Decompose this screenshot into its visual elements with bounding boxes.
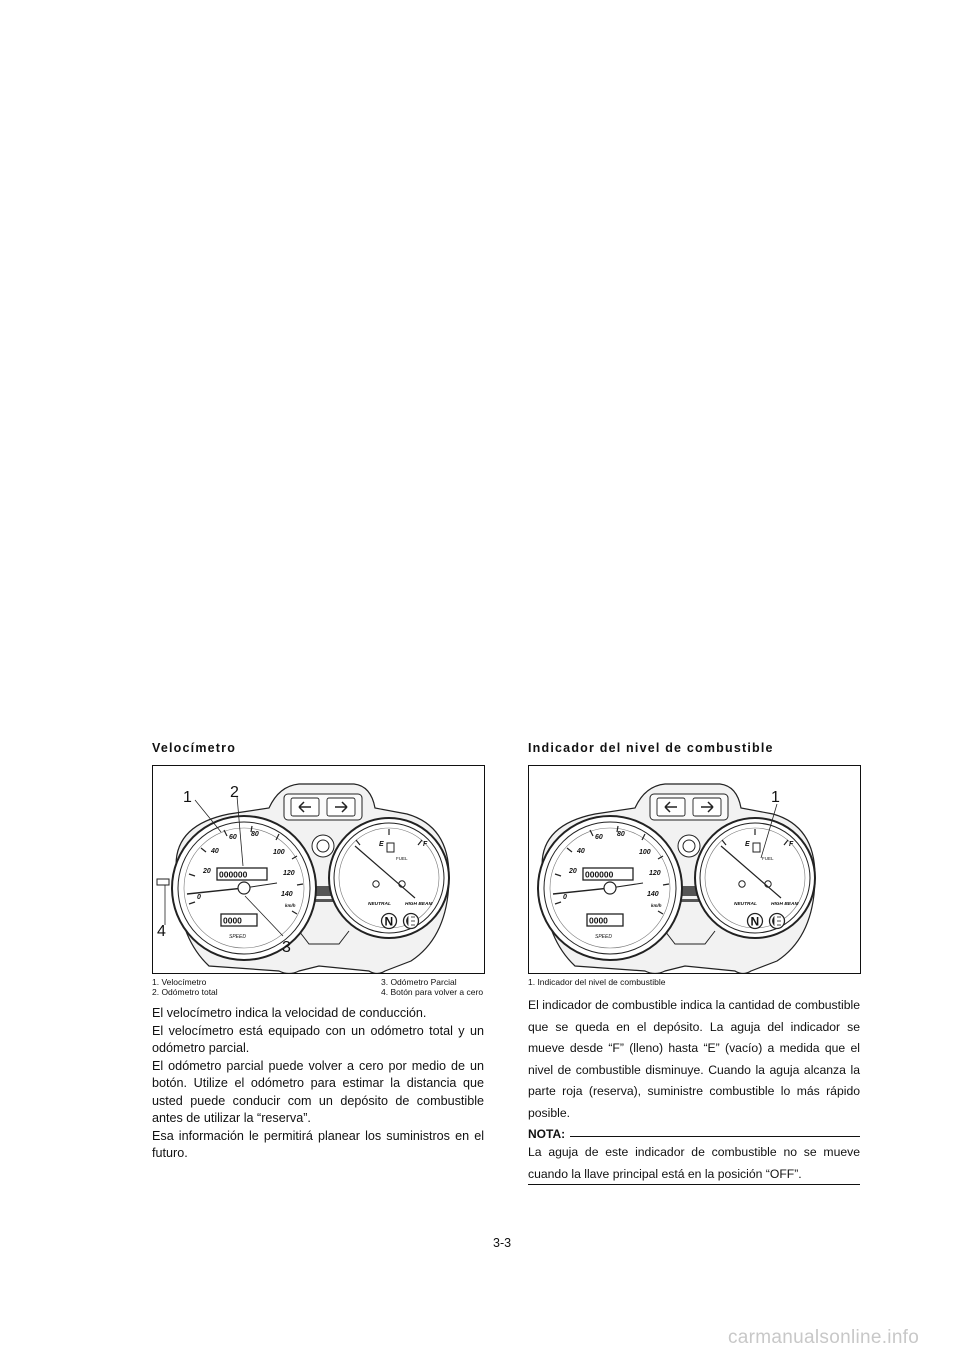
speed-label-80: 80 [251,831,259,838]
tripmeter-digits: 0000 [223,915,242,926]
section-title-fuel-gauge: Indicador del nivel de combustible [528,741,774,755]
note-rule-bottom [528,1184,860,1185]
caption-reset-button: 4. Botón para volver a cero [381,987,484,997]
speed-label-0: 0 [197,894,201,901]
odometer-digits: 000000 [585,869,614,880]
fuel-label: FUEL [762,856,774,861]
speedometer-cluster-illustration [153,766,484,973]
fuel-gauge-description: El indicador de combustible indica la cantidad de combustible que se queda en el depósito. La aguja del indicador se mueve desde “F” (lleno) hasta “E” (vacío) a medida que el nivel de combustible disminuye. Cuando la aguja alcanza la parte roja (reserva), suministre combustible lo más rápido posible. [528,998,860,1120]
speed-label-60: 60 [229,834,237,841]
speed-label-20: 20 [569,868,577,875]
speed-label-40: 40 [211,848,219,855]
speed-label-100: 100 [639,849,651,856]
speed-unit: km/h [285,903,296,908]
caption-fuel-gauge: 1. Indicador del nivel de combustible [528,977,666,987]
neutral-symbol: N [384,914,394,929]
speed-label-140: 140 [281,891,293,898]
callout-1: 1 [771,789,780,806]
fuel-gauge-cluster-illustration [529,766,860,973]
note-text: La aguja de este indicador de combustible no se mueve cuando la llave principal está en la posición “OFF”. [528,1145,860,1181]
neutral-label: NEUTRAL [734,902,757,907]
speed-label-120: 120 [283,870,295,877]
caption-odometer: 2. Odómetro total [152,987,218,997]
reset-knob-icon [157,879,169,885]
odometer-digits: 000000 [219,869,248,880]
page-number: 3-3 [493,1236,512,1250]
speed-label-100: 100 [273,849,285,856]
speed-label-120: 120 [649,870,661,877]
speed-label-40: 40 [577,848,585,855]
paragraph: El odómetro parcial puede volver a cero por medio de un botón. Utilize el odómetro para estimar la distancia que usted puede conducir com un depósito de combustible antes de utilizar la “reserva”. [152,1058,484,1125]
section-title-speedometer: Velocímetro [152,741,237,755]
callout-4: 4 [157,923,166,940]
fuel-gauge-figure [528,765,861,974]
callout-3: 3 [282,939,291,956]
speed-label-20: 20 [203,868,211,875]
highbeam-label: HIGH BEAM [405,902,433,907]
speed-label: SPEED [595,934,612,940]
callout-1: 1 [183,789,192,806]
watermark: carmanualsonline.info [728,1327,920,1348]
fuel-label: FUEL [396,856,408,861]
speedometer-figure [152,765,485,974]
paragraph: Esa información le permitirá planear los suministros en el futuro. [152,1128,484,1160]
paragraph: El velocímetro está equipado con un odómetro total y un odómetro parcial. [152,1023,484,1055]
speed-label-60: 60 [595,834,603,841]
paragraph: El velocímetro indica la velocidad de conducción. [152,1006,427,1020]
speed-label: SPEED [229,934,246,940]
speedometer-description [152,1005,484,1163]
highbeam-label: HIGH BEAM [771,902,799,907]
speed-unit: km/h [651,903,662,908]
caption-speedometer: 1. Velocímetro [152,977,207,987]
neutral-symbol: N [750,914,760,929]
tripmeter-digits: 0000 [589,915,608,926]
speed-label-140: 140 [647,891,659,898]
neutral-label: NEUTRAL [368,902,391,907]
speed-label-80: 80 [617,831,625,838]
fuel-f-mark: F [789,841,794,848]
caption-tripmeter: 3. Odómetro Parcial [381,977,457,987]
note-label: NOTA: [528,1127,566,1141]
note-rule-top [570,1136,860,1137]
fuel-f-mark: F [423,841,428,848]
callout-2: 2 [230,784,239,801]
fuel-e-mark: E [379,841,384,848]
fuel-e-mark: E [745,841,750,848]
speed-label-0: 0 [563,894,567,901]
